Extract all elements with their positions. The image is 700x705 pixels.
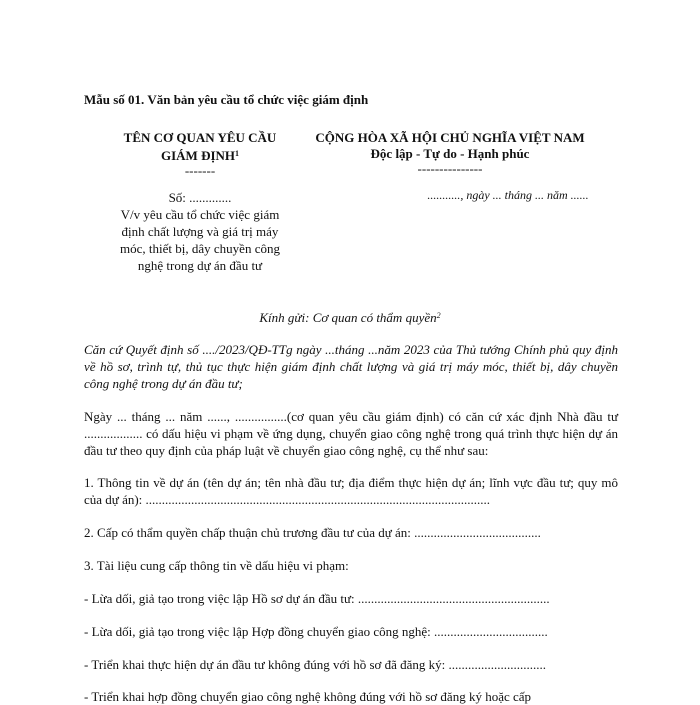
legal-basis-paragraph: Căn cứ Quyết định số ..../2023/QĐ-TTg ngày ...tháng ...năm 2023 của Thủ tướng Chính phủ quy định về hồ sơ, trình tự, thủ tục thực hiện giám định chất lượng và giá trị máy móc, thiết bị, dây chuyền công nghệ trong dự án đầu tư; xyxy=(84,342,618,391)
national-motto: Độc lập - Tự do - Hạnh phúc xyxy=(370,146,530,161)
national-header xyxy=(290,130,610,176)
motto-divider: --------------- xyxy=(417,161,483,176)
subject-line: định chất lượng và giá trị máy xyxy=(121,224,279,239)
agency-name-text: GIÁM ĐỊNH xyxy=(160,148,236,163)
intro-paragraph: Ngày ... tháng ... năm ......, ................(cơ quan yêu cầu giám định) có căn cứ xác định Nhà đầu tư .................. có dấu hiệu vi phạm về ứng dụng, chuyển giao công nghệ trong quá trình thực hiện dự án đầu tư theo quy định của pháp luật về chuyển giao công nghệ, cụ thể như sau: xyxy=(84,409,618,458)
document-date: ..........., ngày ... tháng ... năm ...... xyxy=(427,188,589,202)
item-approval-authority: 2. Cấp có thẩm quyền chấp thuận chủ trương đầu tư của dự án: ....................................... xyxy=(84,525,541,540)
bullet-wrong-contract: - Triển khai hợp đồng chuyển giao công nghệ không đúng với hồ sơ đăng ký hoặc cấp xyxy=(84,689,532,704)
document-number: Số: ............. xyxy=(168,190,232,205)
agency-divider: ------- xyxy=(184,163,216,178)
subject-line: V/v yêu cầu tổ chức việc giám xyxy=(120,207,280,222)
item-evidence-documents: 3. Tài liệu cung cấp thông tin về dấu hiệu vi phạm: xyxy=(84,558,349,573)
recipient-line xyxy=(0,310,700,326)
document-subject xyxy=(70,206,330,274)
bullet-fraud-transfer-contract: - Lừa dối, giả tạo trong việc lập Hợp đồng chuyển giao công nghệ: ................................... xyxy=(84,624,548,639)
agency-name-line1: TÊN CƠ QUAN YÊU CẦU xyxy=(123,130,277,145)
footnote-ref-1: 1 xyxy=(235,149,240,158)
item-project-info: 1. Thông tin về dự án (tên dự án; tên nhà đầu tư; địa điểm thực hiện dự án; lĩnh vực đầu tư; quy mô của dự án): .......................................................................................................... xyxy=(84,475,618,507)
subject-line: móc, thiết bị, dây chuyền công xyxy=(120,241,280,256)
subject-line: nghệ trong dự án đầu tư xyxy=(137,258,263,273)
bullet-fraud-project-dossier: - Lừa dối, giả tạo trong việc lập Hồ sơ dự án đầu tư: ........................................................... xyxy=(84,591,550,606)
bullet-wrong-implementation: - Triển khai thực hiện dự án đầu tư không đúng với hồ sơ đã đăng ký: .............................. xyxy=(84,657,547,672)
footnote-ref-2: 2 xyxy=(436,311,441,320)
republic-name: CỘNG HÒA XÃ HỘI CHỦ NGHĨA VIỆT NAM xyxy=(315,130,585,145)
form-title: Mẫu số 01. Văn bản yêu cầu tổ chức việc giám định xyxy=(84,92,369,107)
recipient-text: Kính gửi: Cơ quan có thẩm quyền xyxy=(259,310,437,325)
